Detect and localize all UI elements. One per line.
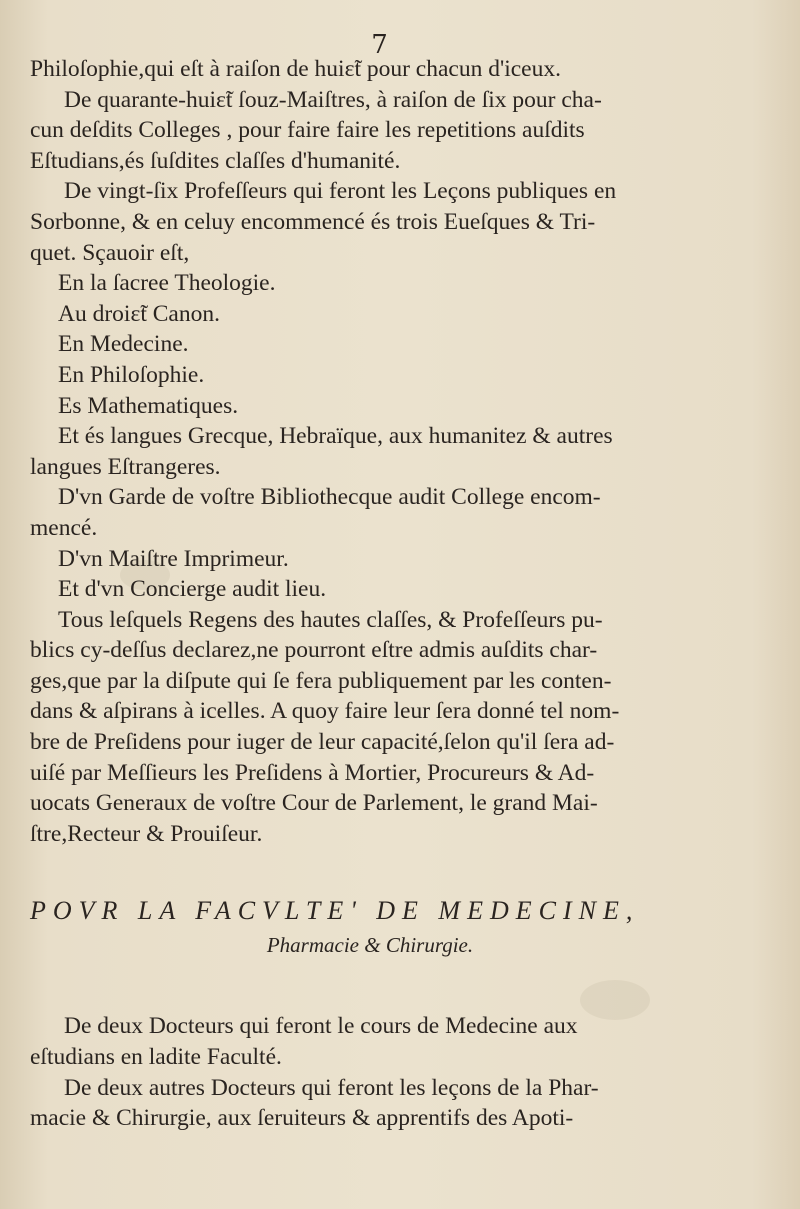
text-line: De quarante-huiɛ̃t ſouz-Maiſtres, à raiſon de ſix pour cha-: [64, 86, 602, 113]
body-text: [30, 54, 770, 849]
text-line: Sorbonne, & en celuy encommencé és trois Eueſques & Tri-: [30, 208, 596, 235]
text-line: mencé.: [30, 514, 98, 541]
text-line: Tous leſquels Regens des hautes claſſes, & Profeſſeurs pu-: [58, 606, 603, 633]
text-line: Et és langues Grecque, Hebraïque, aux humanitez & autres: [58, 423, 613, 450]
body-text-medecine: [30, 1011, 770, 1133]
text-line: D'vn Maiſtre Imprimeur.: [58, 545, 289, 572]
text-line: cun deſdits Colleges , pour faire faire les repetitions auſdits: [30, 117, 585, 144]
text-line: Es Mathematiques.: [58, 392, 239, 419]
section-subheading: Pharmacie & Chirurgie.: [266, 933, 474, 958]
text-line: De deux Docteurs qui feront le cours de Medecine aux: [64, 1013, 578, 1040]
text-line: dans & aſpirans à icelles. A quoy faire leur ſera donné tel nom-: [30, 698, 620, 725]
text-line: Eſtudians,és ſuſdites claſſes d'humanité.: [30, 147, 401, 174]
text-line: uocats Generaux de voſtre Cour de Parlement, le grand Mai-: [30, 790, 598, 817]
text-line: ſtre,Recteur & Prouiſeur.: [30, 820, 263, 847]
text-line: En la ſacree Theologie.: [58, 270, 276, 297]
text-line: Au droiɛ̃t Canon.: [58, 300, 220, 327]
text-line: macie & Chirurgie, aux ſeruiteurs & apprentifs des Apoti-: [30, 1105, 574, 1132]
page-number: 7: [371, 30, 389, 60]
text-line: De vingt-ſix Profeſſeurs qui feront les Leçons publiques en: [64, 178, 617, 205]
text-line: D'vn Garde de voſtre Bibliothecque audit College encom-: [58, 484, 601, 511]
page-text: [30, 54, 770, 1134]
text-line: En Philoſophie.: [58, 361, 205, 388]
text-line: De deux autres Docteurs qui feront les leçons de la Phar-: [64, 1074, 599, 1101]
section-heading: POVR LA FACVLTE' DE MEDECINE,: [30, 896, 640, 926]
text-line: blics cy-deſſus declarez,ne pourront eſtre admis auſdits char-: [30, 637, 598, 664]
text-line: bre de Preſidens pour iuger de leur capacité,ſelon qu'il ſera ad-: [30, 729, 615, 756]
text-line: Et d'vn Concierge audit lieu.: [58, 576, 327, 603]
text-line: eſtudians en ladite Faculté.: [30, 1044, 282, 1071]
text-line: uiſé par Meſſieurs les Preſidens à Mortier, Procureurs & Ad-: [30, 759, 595, 786]
text-line: En Medecine.: [58, 331, 189, 358]
text-line: Philoſophie,qui eſt à raiſon de huiɛ̃t pour chacun d'iceux.: [30, 56, 561, 82]
text-line: langues Eſtrangeres.: [30, 453, 221, 480]
text-line: ges,que par la diſpute qui ſe fera publiquement par les conten-: [30, 667, 612, 694]
text-line: quet. Sçauoir eſt,: [30, 239, 190, 266]
